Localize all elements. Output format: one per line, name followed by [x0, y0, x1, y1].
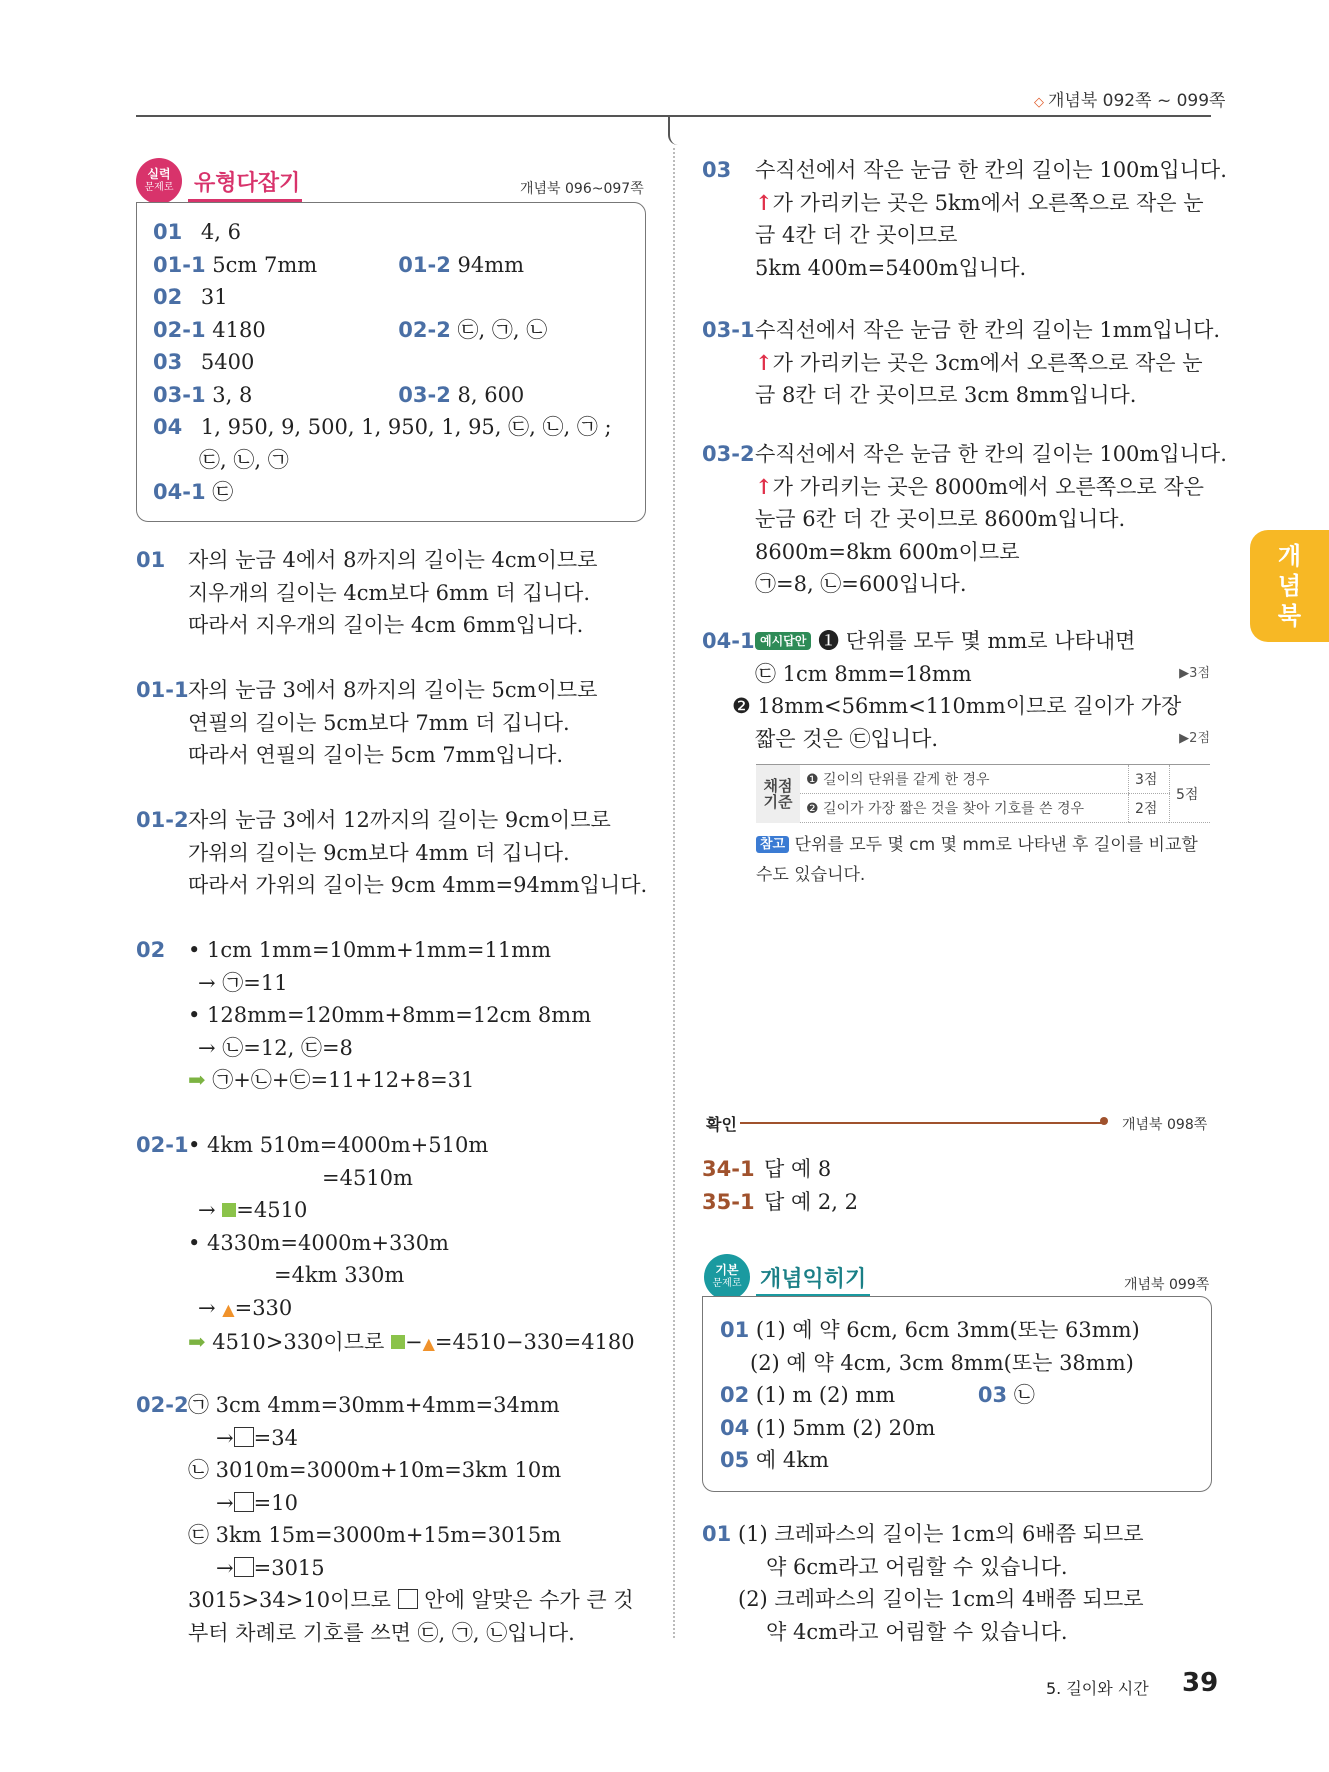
confirm-ref: 개념북 098쪽	[1122, 1117, 1208, 1133]
green-square-icon	[222, 1203, 236, 1217]
blank-box-icon	[398, 1589, 418, 1609]
example-answer-badge: 예시답안	[755, 632, 811, 650]
solution-04-1: 04-1 예시답안 ❶ 단위를 모두 몇 mm로 나타내면 ㉢ 1cm 8mm=18mm ▶3점 ❷ 18mm<56mm<110mm이므로 길이가 가장 짧은 것은 ㉢입니다. ▶2점	[702, 629, 1210, 751]
blank-box-icon	[234, 1557, 254, 1577]
section-title: 유형다잡기	[194, 171, 301, 196]
up-arrow-icon: ↑	[755, 189, 773, 215]
green-square-icon	[391, 1335, 405, 1349]
column-divider-notch	[668, 115, 682, 145]
orange-triangle-icon: ▲	[422, 1334, 435, 1353]
reference-note: 참고 단위를 모두 몇 cm 몇 mm로 나타낸 후 길이를 비교할 수도 있습니다.	[756, 835, 1198, 885]
side-tab[interactable]: 개 념 북	[1250, 530, 1329, 642]
page-number: 39	[1182, 1668, 1219, 1698]
solution-02-2: 02-2㉠ 3cm 4mm=30mm+4mm=34mm → =34 ㉡ 3010m=3000m+10m=3km 10m → =10 ㉢ 3km 15m=3000m+15m=3015m → =3015 3015>34>10이므로 안에 알맞은 수가 큰 것 부터 차례로 기호를 쓰면 ㉢, ㉠, ㉡입니다.	[136, 1393, 634, 1645]
solution-01: 01 자의 눈금 4에서 8까지의 길이는 4cm이므로 지우개의 길이는 4cm보다 6mm 더 깁니다. 따라서 지우개의 길이는 4cm 6mm입니다.	[136, 548, 598, 637]
note-badge: 참고	[756, 836, 789, 853]
solution-01-1: 01-1자의 눈금 3에서 8까지의 길이는 5cm이므로 연필의 길이는 5cm보다 7mm 더 깁니다. 따라서 연필의 길이는 5cm 7mm입니다.	[136, 678, 598, 767]
solution-03-1: 03-1수직선에서 작은 눈금 한 칸의 길이는 1mm입니다. ↑가 가리키는 곳은 3cm에서 오른쪽으로 작은 눈 금 8칸 더 간 곳이므로 3cm 8mm입니다.	[702, 318, 1221, 407]
up-arrow-icon: ↑	[755, 473, 773, 499]
confirm-dot	[1100, 1117, 1108, 1125]
solution-01-2: 01-2자의 눈금 3에서 12까지의 길이는 9cm이므로 가위의 길이는 9cm보다 4mm 더 깁니다. 따라서 가위의 길이는 9cm 4mm=94mm입니다.	[136, 808, 648, 897]
section-ref-basic: 개념북 099쪽	[1124, 1277, 1210, 1293]
result-arrow-icon: ➡	[188, 1329, 206, 1354]
confirm-answers: 34-1 답 예 8 35-1 답 예 2, 2	[702, 1157, 858, 1214]
section-ref: 개념북 096~097쪽	[520, 181, 644, 197]
confirm-rule	[740, 1122, 1104, 1124]
solution-basic-01: 01 (1) 크레파스의 길이는 1cm의 6배쯤 되므로 약 6cm라고 어림할 수 있습니다. (2) 크레파스의 길이는 1cm의 4배쯤 되므로 약 4cm라고 어림할 수 있습니다.	[702, 1522, 1144, 1644]
answer-list: 01 4, 6 01-1 5cm 7mm 01-2 94mm 02 31 02-1 4180 02-2 ㉢, ㉠, ㉡ 03 5400 03-1 3, 8 03-2 8, 600 04 1, 950, 9, 500, 1, 950, 1, 95, ㉢, ㉡, ㉠ ; ㉢, ㉡, ㉠ 04-1 ㉢	[153, 220, 612, 504]
section-badge-skill: 실력 문제로	[136, 158, 182, 204]
section-badge-basic: 기본 문제로	[704, 1254, 750, 1300]
up-arrow-icon: ↑	[755, 349, 773, 375]
diamond-icon: ◇	[1034, 95, 1044, 110]
solution-02-1: 02-1• 4km 510m=4000m+510m =4510m → =4510 • 4330m=4000m+330m =4km 330m → ▲=330 ➡ 4510>330이므로 −▲=4510−330=4180	[136, 1133, 635, 1354]
basic-answer-list: 01 (1) 예 약 6cm, 6cm 3mm(또는 63mm) (2) 예 약 4cm, 3cm 8mm(또는 38mm) 02 (1) m (2) mm 03 ㉡ 04 (1) 5mm (2) 20m 05 예 4km	[720, 1318, 1140, 1472]
result-arrow-icon: ➡	[188, 1067, 206, 1092]
solution-03: 03 수직선에서 작은 눈금 한 칸의 길이는 100m입니다. ↑가 가리키는 곳은 5km에서 오른쪽으로 작은 눈 금 4칸 더 간 곳이므로 5km 400m=5400m입니다.	[702, 158, 1227, 280]
confirm-label: 확인	[706, 1115, 737, 1134]
blank-box-icon	[234, 1427, 254, 1447]
grading-criteria: 채점 기준 ❶ 길이의 단위를 같게 한 경우 3점 5점 ❷ 길이가 가장 짧은 것을 찾아 기호를 쓴 경우 2점	[756, 764, 1210, 823]
page-header-ref: ◇ 개념북 092쪽 ~ 099쪽	[1034, 91, 1226, 111]
orange-triangle-icon: ▲	[222, 1299, 235, 1319]
blank-box-icon	[234, 1492, 254, 1512]
chapter-label: 5. 길이와 시간	[1046, 1679, 1149, 1698]
column-divider	[673, 148, 675, 1638]
section-title-basic: 개념익히기	[760, 1267, 867, 1292]
solution-02: 02 • 1cm 1mm=10mm+1mm=11mm → ㉠=11 • 128mm=120mm+8mm=12cm 8mm → ㉡=12, ㉢=8 ➡ ㉠+㉡+㉢=11+12+8=31	[136, 938, 592, 1092]
solution-03-2: 03-2수직선에서 작은 눈금 한 칸의 길이는 100m입니다. ↑가 가리키는 곳은 8000m에서 오른쪽으로 작은 눈금 6칸 더 간 곳이므로 8600m입니다. 8600m=8km 600m이므로 ㉠=8, ㉡=600입니다.	[702, 442, 1227, 596]
